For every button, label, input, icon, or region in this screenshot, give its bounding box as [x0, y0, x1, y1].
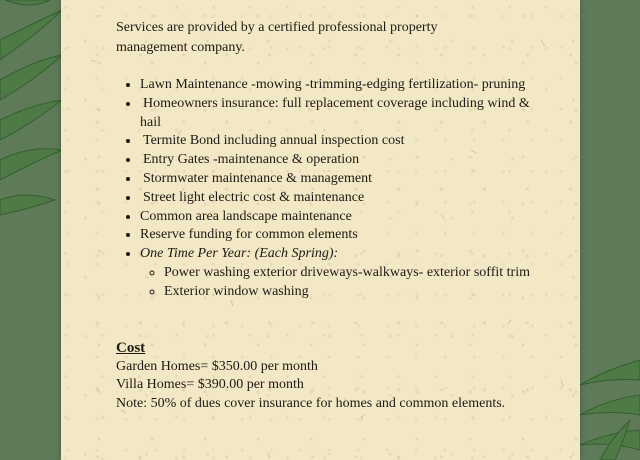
cost-line-villa-homes: Villa Homes= $390.00 per month: [116, 377, 304, 393]
sub-list-item: [164, 264, 546, 283]
one-time-sublist: [140, 264, 546, 302]
service-label: Termite Bond including annual inspection cost: [143, 133, 405, 149]
list-item: [140, 226, 546, 245]
service-label: Lawn Maintenance -mowing -trimming-edging fertilization- pruning: [140, 77, 526, 92]
intro-paragraph: Services are provided by a certified professional property management company.: [116, 20, 438, 55]
paper-document: [61, 0, 580, 460]
service-label: Stormwater maintenance & management: [143, 170, 372, 186]
service-label: Entry Gates -maintenance & operation: [143, 152, 360, 168]
list-item: [140, 151, 546, 170]
list-item: [140, 208, 546, 227]
cost-line-garden-homes: Garden Homes= $350.00 per month: [116, 358, 318, 374]
cost-note: Note: 50% of dues cover insurance for homes and common elements.: [116, 395, 506, 411]
list-item-one-time: [140, 245, 546, 301]
list-item: [140, 95, 546, 133]
service-label: Street light electric cost & maintenance: [143, 189, 365, 205]
one-time-label: One Time Per Year: (Each Spring):: [140, 246, 339, 262]
list-item: [140, 170, 546, 189]
sub-item-label: Power washing exterior driveways-walkways- exterior soffit trim: [164, 264, 530, 280]
palm-leaf-top-left: [0, 0, 62, 215]
main-content: [116, 18, 546, 413]
service-label: Common area landscape maintenance: [140, 208, 352, 224]
cost-heading: Cost: [116, 339, 146, 356]
service-label: Homeowners insurance: full replacement coverage including wind & hail: [140, 95, 530, 130]
service-label: Reserve funding for common elements: [140, 227, 358, 243]
list-item: [140, 76, 546, 95]
list-item: [140, 132, 546, 151]
sub-item-label: Exterior window washing: [164, 283, 309, 299]
palm-leaf-bottom-right: [580, 360, 640, 460]
sub-list-item: [164, 283, 546, 302]
cost-section: [116, 338, 546, 414]
list-item: [140, 189, 546, 208]
services-list: [116, 76, 546, 302]
